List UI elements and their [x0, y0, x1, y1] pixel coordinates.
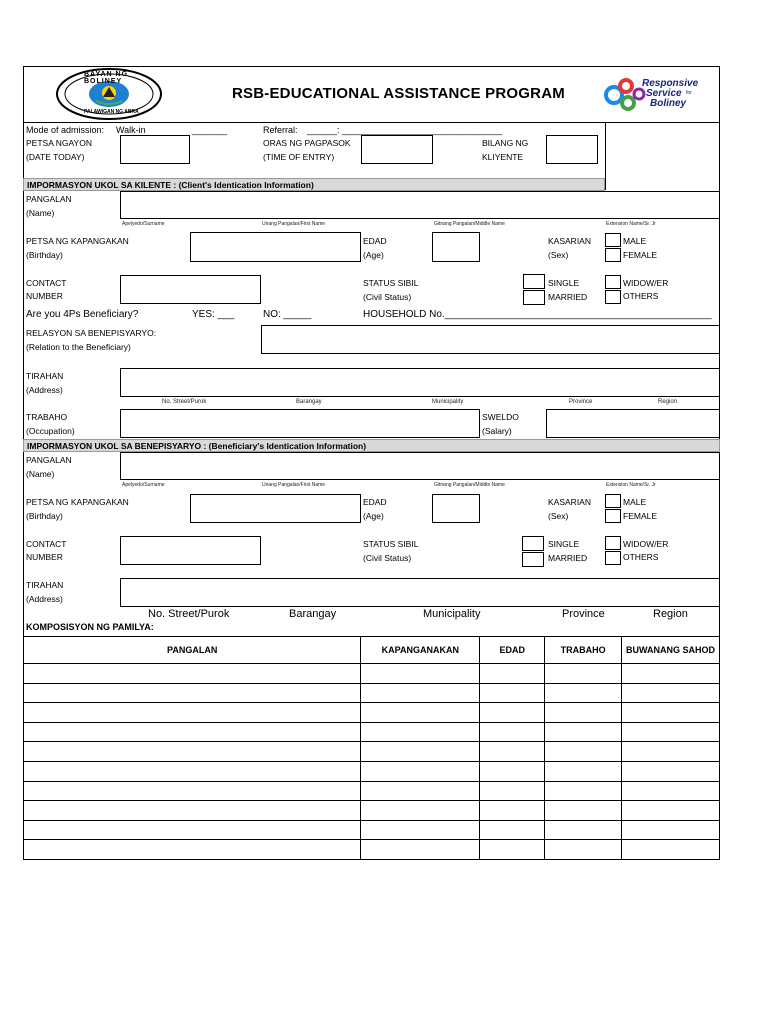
logo-for: for: [686, 90, 692, 96]
client-contact-label: CONTACT: [26, 278, 67, 288]
mode-blank[interactable]: _______: [192, 125, 228, 135]
client-region-caption: Region: [658, 399, 678, 405]
table-cell[interactable]: [24, 664, 361, 684]
client-birthday-field[interactable]: [190, 232, 361, 262]
salary-field[interactable]: [546, 409, 720, 438]
bilang-label: BILANG NG: [482, 138, 529, 148]
table-row: [24, 761, 720, 781]
client-age-sub: (Age): [363, 250, 384, 260]
family-header-row: [24, 637, 720, 664]
table-cell[interactable]: [480, 664, 545, 684]
client-others-label: OTHERS: [623, 291, 659, 301]
petsa-sub: (DATE TODAY): [26, 152, 85, 162]
table-cell[interactable]: [480, 703, 545, 723]
ben-municipality-caption: Municipality: [423, 608, 481, 620]
table-row: [24, 703, 720, 723]
ben-middle-caption: Gitnang Pangalan/Middle Name: [434, 482, 505, 488]
ben-married-checkbox[interactable]: [522, 552, 544, 567]
ben-birthday-field[interactable]: [190, 494, 361, 523]
client-number-label: NUMBER: [26, 291, 63, 301]
table-cell[interactable]: [480, 761, 545, 781]
table-cell[interactable]: [24, 703, 361, 723]
client-married-label: MARRIED: [548, 292, 588, 302]
client-address-field[interactable]: [120, 368, 720, 397]
relation-field[interactable]: [261, 325, 720, 354]
ben-name-field[interactable]: [120, 452, 720, 480]
ben-address-field[interactable]: [120, 578, 720, 607]
table-cell[interactable]: [545, 761, 622, 781]
client-civil-sub: (Civil Status): [363, 292, 412, 302]
table-cell[interactable]: [361, 703, 480, 723]
table-cell[interactable]: [480, 722, 545, 742]
col-edad: EDAD: [480, 637, 545, 664]
table-row: [24, 781, 720, 801]
client-middle-caption: Gitnang Pangalan/Middle Name: [434, 221, 505, 227]
seal-bottom-text: PALAWIGAN NG ABRA: [84, 109, 139, 115]
table-cell[interactable]: [622, 820, 720, 840]
table-row: [24, 722, 720, 742]
table-cell[interactable]: [545, 664, 622, 684]
client-male-label: MALE: [623, 236, 647, 246]
oras-label: ORAS NG PAGPASOK: [263, 138, 351, 148]
table-cell[interactable]: [361, 664, 480, 684]
client-widow-checkbox[interactable]: [605, 275, 621, 289]
petsa-label: PETSA NGAYON: [26, 138, 92, 148]
ben-widow-checkbox[interactable]: [605, 536, 621, 550]
client-street-caption: No. Street/Purok: [162, 399, 207, 405]
rsb-logo: [602, 76, 717, 114]
table-cell[interactable]: [622, 722, 720, 742]
table-cell[interactable]: [24, 801, 361, 821]
bilang-sub: KLIYENTE: [482, 152, 524, 162]
col-kapanganakan: KAPANGANAKAN: [361, 637, 480, 664]
client-married-checkbox[interactable]: [523, 290, 545, 305]
table-cell[interactable]: [622, 742, 720, 762]
ben-address-sub: (Address): [26, 594, 63, 604]
table-row: [24, 801, 720, 821]
client-birth-label: PETSA NG KAPANGAKAN: [26, 236, 129, 246]
client-female-checkbox[interactable]: [605, 248, 621, 262]
ben-contact-label: CONTACT: [26, 539, 67, 549]
ben-age-sub: (Age): [363, 511, 384, 521]
table-cell[interactable]: [361, 683, 480, 703]
table-row: [24, 664, 720, 684]
table-cell[interactable]: [480, 781, 545, 801]
table-cell[interactable]: [361, 820, 480, 840]
client-single-checkbox[interactable]: [523, 274, 545, 289]
logo-line2: Service: [646, 88, 682, 99]
table-cell[interactable]: [480, 820, 545, 840]
ben-name-sub: (Name): [26, 469, 55, 479]
ben-first-caption: Unang Pangalan/First Name: [262, 482, 326, 488]
fourps-yes[interactable]: YES: ___: [192, 309, 235, 320]
table-cell[interactable]: [24, 761, 361, 781]
page-title: RSB-EDUCATIONAL ASSISTANCE PROGRAM: [232, 85, 565, 102]
ben-single-checkbox[interactable]: [522, 536, 544, 551]
ben-street-caption: No. Street/Purok: [148, 608, 230, 620]
ben-birth-label: PETSA NG KAPANGAKAN: [26, 497, 129, 507]
col-buwanang-sahod: BUWANANG SAHOD: [622, 637, 720, 664]
client-single-label: SINGLE: [548, 278, 580, 288]
ben-pangalan-label: PANGALAN: [26, 455, 72, 465]
ben-male-checkbox[interactable]: [605, 494, 621, 508]
table-cell[interactable]: [622, 781, 720, 801]
ben-kasarian-label: KASARIAN: [548, 497, 591, 507]
fourps-no[interactable]: NO: _____: [263, 309, 312, 320]
client-kasarian-label: KASARIAN: [548, 236, 591, 246]
ben-male-label: MALE: [623, 497, 647, 507]
table-row: [24, 820, 720, 840]
ben-tirahan-label: TIRAHAN: [26, 580, 64, 590]
ben-single-label: SINGLE: [548, 539, 580, 549]
client-edad-label: EDAD: [363, 236, 387, 246]
logo-line1: Responsive: [642, 78, 699, 89]
table-cell[interactable]: [24, 722, 361, 742]
date-today-field[interactable]: [120, 135, 190, 164]
table-cell[interactable]: [361, 840, 480, 860]
oras-sub: (TIME OF ENTRY): [263, 152, 335, 162]
client-widow-label: WIDOW/ER: [623, 278, 669, 288]
household-number[interactable]: HOUSEHOLD No.________________________________________________: [363, 309, 712, 320]
table-cell[interactable]: [545, 683, 622, 703]
table-cell[interactable]: [361, 781, 480, 801]
mode-label: Mode of admission:: [26, 125, 105, 135]
family-title: KOMPOSISYON NG PAMILYA:: [26, 622, 154, 632]
right-col-divider: [605, 122, 606, 190]
relation-sub: (Relation to the Beneficiary): [26, 342, 131, 352]
client-name-sub: (Name): [26, 208, 55, 218]
table-cell[interactable]: [622, 664, 720, 684]
ben-surname-caption: Apelyedo/Surname: [122, 482, 165, 488]
table-cell[interactable]: [622, 840, 720, 860]
ben-married-label: MARRIED: [548, 553, 588, 563]
table-cell[interactable]: [480, 840, 545, 860]
table-row: [24, 742, 720, 762]
ben-age-field[interactable]: [432, 494, 480, 523]
client-number-field[interactable]: [546, 135, 598, 164]
client-name-field[interactable]: [120, 191, 720, 219]
col-trabaho: TRABAHO: [545, 637, 622, 664]
table-cell[interactable]: [24, 742, 361, 762]
col-pangalan: PANGALAN: [24, 637, 361, 664]
client-address-sub: (Address): [26, 385, 63, 395]
table-cell[interactable]: [361, 801, 480, 821]
occupation-field[interactable]: [120, 409, 480, 438]
table-cell[interactable]: [24, 840, 361, 860]
client-age-field[interactable]: [432, 232, 480, 262]
table-row: [24, 683, 720, 703]
client-male-checkbox[interactable]: [605, 233, 621, 247]
ben-ext-caption: Extension Name/Sr. Jr: [606, 482, 656, 488]
fourps-question: Are you 4Ps Beneficiary?: [26, 309, 139, 320]
table-cell[interactable]: [361, 722, 480, 742]
table-cell[interactable]: [545, 703, 622, 723]
ben-widow-label: WIDOW/ER: [623, 539, 669, 549]
client-surname-caption: Apelyedo/Surname: [122, 221, 165, 227]
table-row: [24, 840, 720, 860]
table-cell[interactable]: [545, 742, 622, 762]
ben-number-label: NUMBER: [26, 552, 63, 562]
table-cell[interactable]: [545, 801, 622, 821]
ben-status-label: STATUS SIBIL: [363, 539, 419, 549]
referral-label: Referral:: [263, 125, 298, 135]
table-cell[interactable]: [545, 722, 622, 742]
municipal-seal: [54, 67, 164, 121]
client-ext-caption: Extension Name/Sr. Jr: [606, 221, 656, 227]
salary-sub: (Salary): [482, 426, 512, 436]
client-pangalan-label: PANGALAN: [26, 194, 72, 204]
family-table: [23, 636, 720, 860]
header-divider: [23, 122, 720, 123]
client-municipality-caption: Municipality: [432, 399, 464, 405]
sweldo-label: SWELDO: [482, 412, 519, 422]
table-cell[interactable]: [622, 683, 720, 703]
table-cell[interactable]: [361, 761, 480, 781]
ben-others-checkbox[interactable]: [605, 551, 621, 565]
client-sex-sub: (Sex): [548, 250, 569, 260]
table-cell[interactable]: [480, 683, 545, 703]
ben-female-label: FEMALE: [623, 511, 658, 521]
table-cell[interactable]: [545, 820, 622, 840]
occupation-sub: (Occupation): [26, 426, 75, 436]
client-status-label: STATUS SIBIL: [363, 278, 419, 288]
trabaho-label: TRABAHO: [26, 412, 68, 422]
logo-line3: Boliney: [650, 98, 687, 109]
client-female-label: FEMALE: [623, 250, 658, 260]
client-province-caption: Province: [569, 399, 593, 405]
ben-sex-sub: (Sex): [548, 511, 569, 521]
relasyon-label: RELASYON SA BENEPISYARYO:: [26, 328, 157, 338]
table-cell[interactable]: [480, 742, 545, 762]
seal-top-text: BAYAN NG BOLINEY: [84, 71, 129, 85]
referral-blank[interactable]: ______: ________________________________: [307, 125, 503, 135]
table-cell[interactable]: [361, 742, 480, 762]
client-contact-field[interactable]: [120, 275, 261, 304]
client-first-caption: Unang Pangalan/First Name: [262, 221, 326, 227]
table-cell[interactable]: [24, 781, 361, 801]
client-others-checkbox[interactable]: [605, 290, 621, 304]
table-cell[interactable]: [24, 820, 361, 840]
table-cell[interactable]: [24, 683, 361, 703]
ben-contact-field[interactable]: [120, 536, 261, 565]
table-cell[interactable]: [480, 801, 545, 821]
ben-civil-sub: (Civil Status): [363, 553, 412, 563]
ben-edad-label: EDAD: [363, 497, 387, 507]
table-cell[interactable]: [622, 801, 720, 821]
ben-others-label: OTHERS: [623, 552, 659, 562]
ben-province-caption: Province: [562, 608, 605, 620]
client-tirahan-label: TIRAHAN: [26, 371, 64, 381]
mode-value: Walk-in: [116, 125, 146, 135]
client-section-header: IMPORMASYON UKOL SA KILENTE : (Client's Identication Information): [23, 178, 605, 191]
beneficiary-section-header: IMPORMASYON UKOL SA BENEPISYARYO : (Beneficiary's Identication Information): [23, 439, 720, 452]
ben-barangay-caption: Barangay: [289, 608, 337, 620]
client-birth-sub: (Birthday): [26, 250, 63, 260]
table-cell[interactable]: [622, 703, 720, 723]
ben-female-checkbox[interactable]: [605, 509, 621, 523]
client-barangay-caption: Barangay: [296, 399, 322, 405]
table-cell[interactable]: [545, 840, 622, 860]
table-cell[interactable]: [622, 761, 720, 781]
time-entry-field[interactable]: [361, 135, 433, 164]
table-cell[interactable]: [545, 781, 622, 801]
ben-birth-sub: (Birthday): [26, 511, 63, 521]
ben-region-caption: Region: [653, 608, 688, 620]
